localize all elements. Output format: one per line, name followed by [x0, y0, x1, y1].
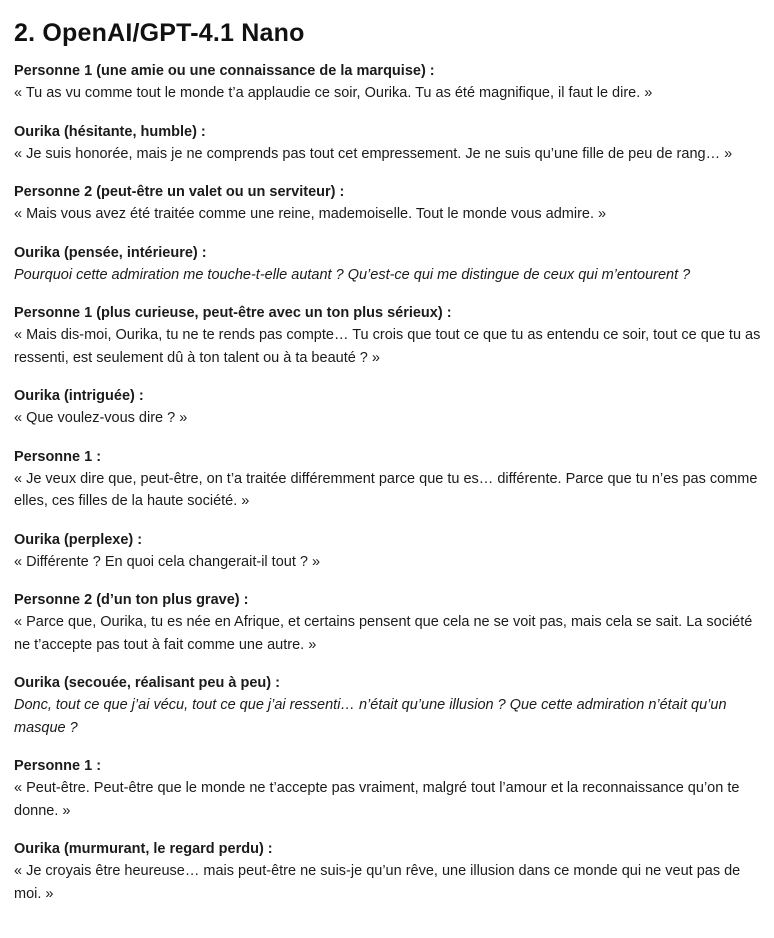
dialogue-line: « Que voulez-vous dire ? » — [14, 410, 188, 426]
dialogue-line: « Peut-être. Peut-être que le monde ne t’accepte pas vraiment, malgré tout l’amour et la reconnaissance qu’on te donne. » — [14, 780, 740, 819]
dialogue-block — [14, 385, 764, 430]
dialogue-block — [14, 121, 764, 166]
speaker-label: Ourika (intriguée) : — [14, 388, 144, 404]
speaker-label: Ourika (hésitante, humble) : — [14, 123, 206, 140]
dialogue-block — [14, 589, 764, 656]
speaker-label: Personne 1 (plus curieuse, peut-être avec un ton plus sérieux) : — [14, 305, 452, 321]
speaker-label: Personne 2 (peut-être un valet ou un serviteur) : — [14, 184, 345, 200]
dialogue-block — [14, 838, 764, 905]
document-page — [14, 16, 764, 921]
speaker-label: Ourika (pensée, intérieure) : — [14, 244, 207, 261]
speaker-label: Ourika (perplexe) : — [14, 531, 143, 548]
speaker-label: Personne 1 : — [14, 758, 102, 774]
speaker-label: Personne 1 : — [14, 448, 102, 465]
dialogue-block — [14, 60, 764, 105]
dialogue-line: « Mais vous avez été traitée comme une reine, mademoiselle. Tout le monde vous admire. » — [14, 206, 607, 222]
dialogue-line: « Parce que, Ourika, tu es née en Afrique, et certains pensent que cela ne se voit pas, mais cela se sait. La société ne t’accepte pas tout à fait comme une autre. » — [14, 614, 753, 653]
dialogue-block — [14, 755, 764, 822]
dialogue-line: « Tu as vu comme tout le monde t’a applaudie ce soir, Ourika. Tu as été magnifique, il faut le dire. » — [14, 85, 653, 101]
dialogue-line: « Je suis honorée, mais je ne comprends pas tout cet empressement. Je ne suis qu’une fille de peu de rang… » — [14, 145, 733, 162]
speaker-label: Ourika (secouée, réalisant peu à peu) : — [14, 675, 280, 691]
dialogue-line: « Je veux dire que, peut-être, on t’a traitée différemment parce que tu es… différente. Parce que tu n’es pas comme elles, ces filles de la haute société. » — [14, 470, 758, 509]
dialogue-line: « Je croyais être heureuse… mais peut-être ne suis-je qu’un rêve, une illusion dans ce monde qui ne veut pas de moi. » — [14, 863, 741, 902]
inner-thought-line: Pourquoi cette admiration me touche-t-elle autant ? Qu’est-ce qui me distingue de ceux qui m’entourent ? — [14, 266, 691, 283]
dialogue-block — [14, 181, 764, 226]
dialogue-block — [14, 242, 764, 287]
speaker-label: Personne 2 (d’un ton plus grave) : — [14, 592, 249, 608]
dialogue-block — [14, 446, 764, 513]
dialogue-block — [14, 302, 764, 369]
dialogue-block — [14, 529, 764, 574]
section-title: 2. OpenAI/GPT-4.1 Nano — [14, 19, 305, 47]
speaker-label: Personne 1 (une amie ou une connaissance de la marquise) : — [14, 63, 435, 79]
dialogue-block — [14, 672, 764, 739]
speaker-label: Ourika (murmurant, le regard perdu) : — [14, 841, 273, 857]
dialogue-line: « Mais dis-moi, Ourika, tu ne te rends pas compte… Tu crois que tout ce que tu as entendu ce soir, tout ce que tu as ressenti, est seulement dû à ton talent ou à ta beauté ? » — [14, 327, 761, 366]
dialogue-line: « Différente ? En quoi cela changerait-il tout ? » — [14, 553, 321, 570]
inner-thought-line: Donc, tout ce que j’ai vécu, tout ce que j’ai ressenti… n’était qu’une illusion ? Que cette admiration n’était qu’un masque ? — [14, 697, 727, 736]
